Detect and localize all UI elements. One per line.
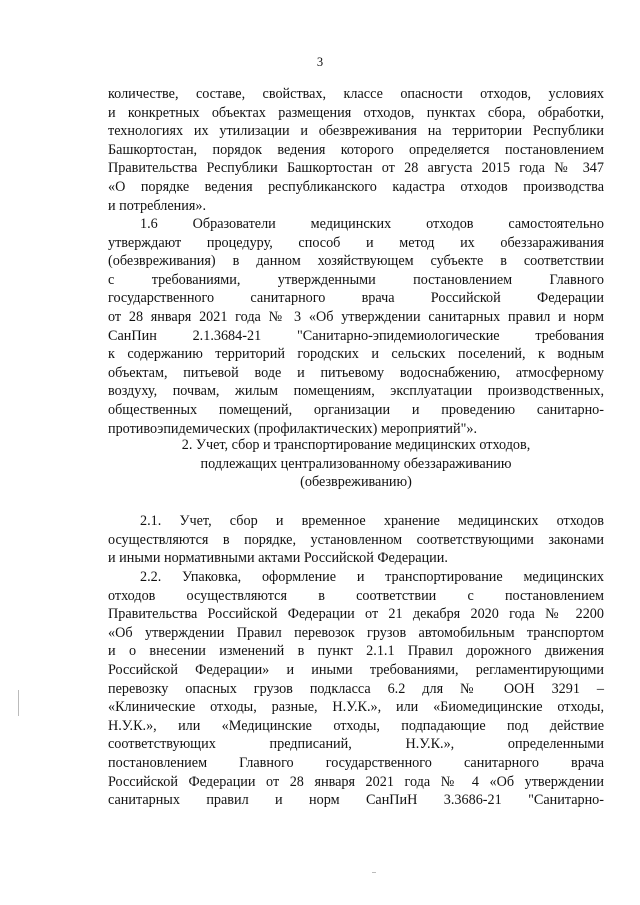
text-line: и о внесении изменений в пункт 2.1.1 Правил дорожного движения [108,643,604,660]
text-line: перевозку опасных грузов подкласса 6.2 для № ООН 3291 – [108,680,604,697]
scan-artifact [18,690,19,716]
text-line: Российской Федерации от 28 января 2021 года № 4 «Об утверждении [108,773,604,790]
text-line: с требованиями, утвержденными постановлением Главного [108,271,604,288]
text-line: воздуху, почвам, жилым помещениям, эксплуатации производственных, [108,383,604,400]
text-line: СанПин 2.1.3684-21 "Санитарно-эпидемиологические требования [108,327,604,344]
heading-line: подлежащих централизованному обеззараживанию [200,455,512,472]
text-line: постановлением Главного государственного санитарного врача [108,754,604,771]
page-number: 3 [316,55,324,69]
paragraph-1-6 [108,215,604,438]
text-line: 1.6 Образователи медицинских отходов самостоятельно [140,216,604,232]
text-line: (обезвреживания) в данном хозяйствующем субъекте в соответствии [108,253,604,270]
text-line: и конкретных объектах размещения отходов, пунктах сбора, обработки, [108,104,604,121]
text-line: санитарных правил и норм СанПиН 3.3686-21 "Санитарно- [108,792,604,809]
text-line: утверждают процедуру, способ и метод их обеззараживания [108,234,604,251]
text-line: количестве, составе, свойствах, классе опасности отходов, условиях [108,86,604,102]
scan-artifact [372,872,376,873]
text-line: технологиях их утилизации и обезвреживания на территории Республики [108,123,604,140]
text-line: Правительства Российской Федерации от 21 декабря 2020 года № 2200 [108,606,604,623]
text-line: государственного санитарного врача Российской Федерации [108,290,604,307]
text-line: «О порядке ведения республиканского кадастра отходов производства [108,178,604,195]
heading-line: (обезвреживанию) [300,474,412,491]
text-line: Н.У.К.», или «Медицинские отходы, подпадающие под действие [108,717,604,734]
text-line: общественных помещений, организации и проведению санитарно- [108,401,604,418]
text-line: и иными нормативными актами Российской Федерации. [108,550,448,567]
paragraph-continuation [108,85,604,215]
text-line: «Об утверждении Правил перевозок грузов автомобильным транспортом [108,624,604,641]
paragraph-2-1 [108,512,604,568]
paragraph-2-2 [108,568,604,810]
text-line: объектам, питьевой воде и питьевому водоснабжению, атмосферному [108,364,604,381]
text-line: Правительства Республики Башкортостан от 28 августа 2015 года № 347 [108,160,604,177]
text-line: «Клинические отходы, разные, Н.У.К.», или «Биомедицинские отходы, [108,699,604,716]
text-line: Российской Федерации» и иными требованиями, регламентирующими [108,661,604,678]
text-line: отходов осуществляются в соответствии с постановлением [108,587,604,604]
text-line: 2.2. Упаковка, оформление и транспортирование медицинских [140,569,604,585]
section-heading [108,436,604,492]
text-line: противоэпидемических (профилактических) мероприятий"». [108,420,478,437]
text-line: соответствующих предписаний, Н.У.К.», определенными [108,736,604,753]
text-line: Башкортостан, порядок ведения которого определяется постановлением [108,141,604,158]
text-line: осуществляются в порядке, установленном соответствующими законами [108,531,604,548]
text-line: к содержанию территорий городских и сельских поселений, к водным [108,346,604,363]
text-line: и потребления». [108,197,206,214]
heading-line: 2. Учет, сбор и транспортирование медицинских отходов, [181,437,531,453]
text-line: 2.1. Учет, сбор и временное хранение медицинских отходов [140,513,604,529]
text-line: от 28 января 2021 года № 3 «Об утверждении санитарных правил и норм [108,308,604,325]
